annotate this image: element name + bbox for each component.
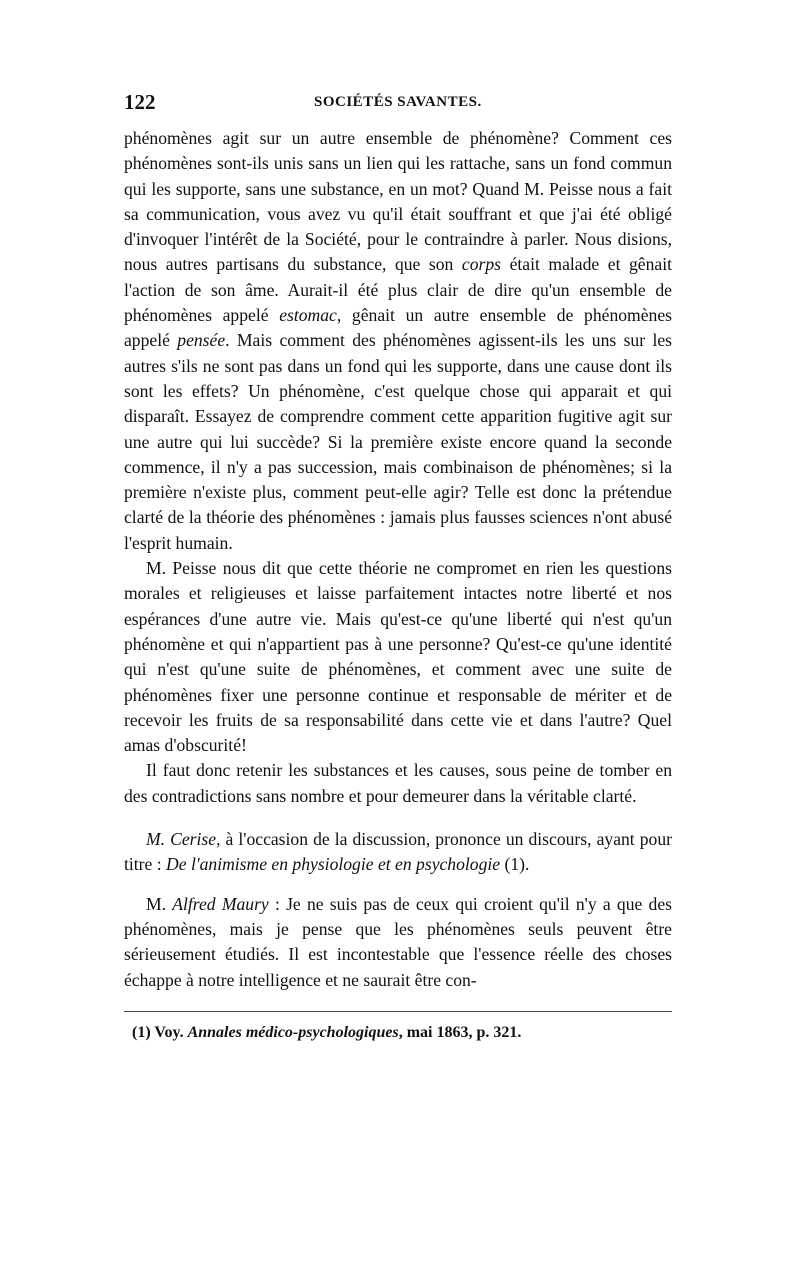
paragraph-4: M. Cerise, à l'occasion de la discussion, prononce un discours, ayant pour titre : De l'animisme en physiologie et en psychologie (1). [124, 829, 672, 875]
footnote-divider [124, 1011, 672, 1012]
running-title: SOCIÉTÉS SAVANTES. [314, 94, 482, 110]
paragraph-1: phénomènes agit sur un autre ensemble de phénomène? Comment ces phénomènes sont-ils unis sans un lien qui les rattache, sans un fond commun qui les supporte, sans une substance, en un mot? Quand M. Peisse nous a fait sa communication, vous avez vu qu'il était souffrant et que j'ai été obligé d'invoquer l'intérêt de la Société, pour le contraindre à parler. Nous disions, nous autres partisans du substance, que son corps était malade et gênait l'action de son âme. Aurait-il été plus clair de dire qu'un ensemble de phénomènes appelé estomac, gênait un autre ensemble de phénomènes appelé pensée. Mais comment des phénomènes agissent-ils les uns sur les autres s'ils ne sont pas dans un fond qui les supporte, dans une cause dont ils sont les effets? Un phénomène, c'est quelque chose qui apparait et qui disparaît. Essayez de comprendre comment cette apparition fugitive agit sur une autre qui lui succède? Si la première existe encore quand la seconde commence, il n'y a pas succession, mais combinaison de phénomènes; si la première n'existe plus, comment peut-elle agir? Telle est donc la prétendue clarté de la théorie des phénomènes : jamais plus fausses sciences n'ont abusé l'esprit humain. [124, 128, 672, 553]
paragraph-3: Il faut donc retenir les substances et les causes, sous peine de tomber en des contradictions sans nombre et pour demeurer dans la véritable clarté. [124, 760, 672, 806]
page-number: 122 [124, 90, 156, 114]
paragraph-5: M. Alfred Maury : Je ne suis pas de ceux qui croient qu'il n'y a que des phénomènes, mais je pense que les phénomènes seuls peuvent être sérieusement étudiés. Il est incontestable que l'essence réelle des choses échappe à notre intelligence et ne saurait être con- [124, 893, 672, 990]
paragraph-2: M. Peisse nous dit que cette théorie ne compromet en rien les questions morales et religieuses et laisse parfaitement intactes notre liberté et nos espérances d'une autre vie. Mais qu'est-ce qu'une liberté qui n'est qu'un phénomène et qui n'appartient pas à une personne? Qu'est-ce qu'une identité qui n'est qu'une suite de phénomènes, et comment avec une suite de phénomènes fixer une personne continue et responsable de mériter et de recevoir les fruits de sa responsabilité dans cette vie et dans l'autre? Quel amas d'obscurité! [124, 558, 672, 756]
page-header [124, 90, 672, 120]
footnote: (1) Voy. Annales médico-psychologiques, mai 1863, p. 321. [132, 1023, 522, 1041]
document-page [124, 90, 672, 1044]
